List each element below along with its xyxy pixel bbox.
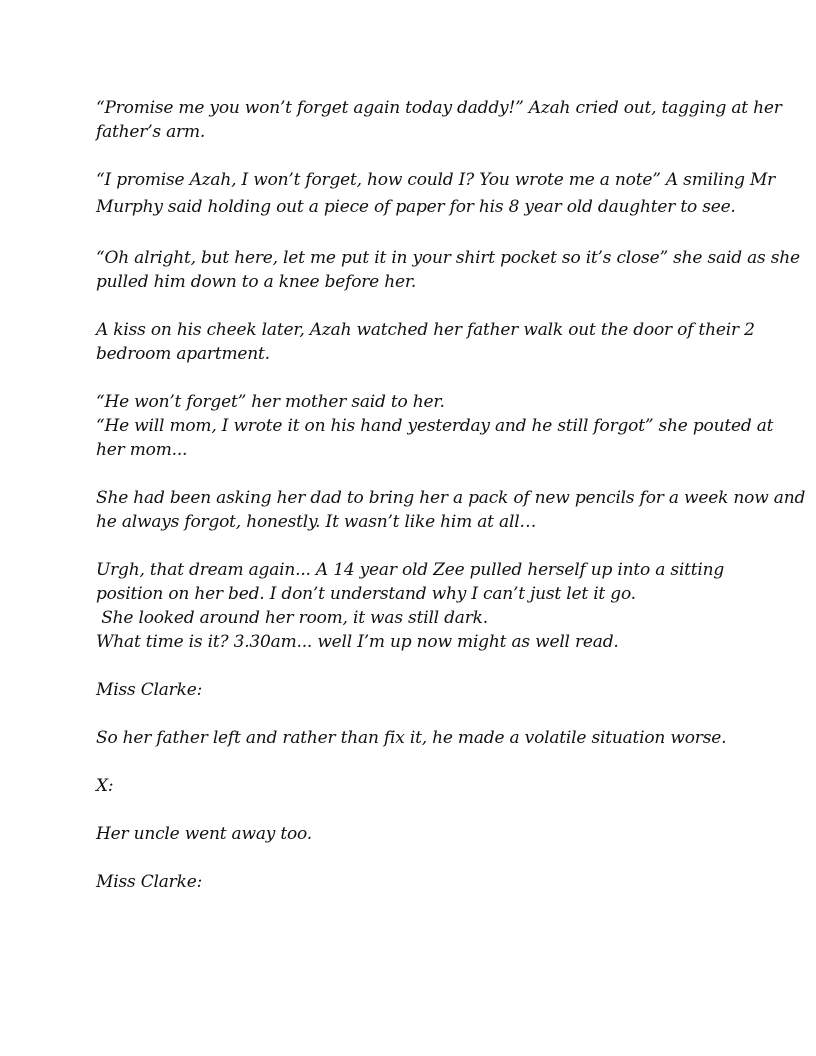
text-line: bedroom apartment. bbox=[96, 344, 270, 364]
text-line: Urgh, that dream again... A 14 year old Zee pulled herself up into a sitting bbox=[96, 560, 725, 580]
text-line: position on her bed. I don’t understand why I can’t just let it go. bbox=[96, 584, 636, 604]
paragraph bbox=[96, 96, 782, 144]
text-line: So her father left and rather than fix it, he made a volatile situation worse. bbox=[96, 728, 727, 748]
text-line: “I promise Azah, I won’t forget, how could I? You wrote me a note” A smiling Mr bbox=[96, 170, 776, 190]
text-line: Miss Clarke: bbox=[96, 680, 203, 700]
text-line: her mom... bbox=[96, 440, 188, 460]
paragraph bbox=[96, 726, 726, 750]
text-line: Miss Clarke: bbox=[96, 872, 203, 892]
text-line: “He won’t forget” her mother said to her. bbox=[96, 392, 445, 412]
paragraph bbox=[96, 318, 755, 366]
paragraph bbox=[96, 822, 726, 846]
paragraph bbox=[96, 486, 806, 534]
paragraph bbox=[96, 390, 774, 462]
text-line: “Oh alright, but here, let me put it in your shirt pocket so it’s close” she said as she bbox=[96, 248, 800, 268]
text-line: She looked around her room, it was still dark. bbox=[96, 608, 488, 628]
text-line: pulled him down to a knee before her. bbox=[96, 272, 417, 292]
paragraph bbox=[96, 168, 776, 219]
text-line: She had been asking her dad to bring her a pack of new pencils for a week now and bbox=[96, 488, 806, 508]
speaker-label bbox=[96, 678, 726, 702]
paragraph bbox=[96, 558, 726, 654]
text-line: he always forgot, honestly. It wasn’t like him at all… bbox=[96, 512, 537, 532]
text-line: “He will mom, I wrote it on his hand yesterday and he still forgot” she pouted at bbox=[96, 416, 774, 436]
text-line: Murphy said holding out a piece of paper for his 8 year old daughter to see. bbox=[96, 197, 736, 217]
text-line: Her uncle went away too. bbox=[96, 824, 312, 844]
speaker-label bbox=[96, 870, 726, 894]
text-line: A kiss on his cheek later, Azah watched her father walk out the door of their 2 bbox=[96, 320, 755, 340]
paragraph bbox=[96, 246, 800, 294]
text-line: father’s arm. bbox=[96, 122, 206, 142]
text-line: “Promise me you won’t forget again today daddy!” Azah cried out, tagging at her bbox=[96, 98, 782, 118]
text-line: What time is it? 3.30am... well I’m up now might as well read. bbox=[96, 632, 619, 652]
speaker-label bbox=[96, 774, 726, 798]
text-line: X: bbox=[96, 776, 114, 796]
